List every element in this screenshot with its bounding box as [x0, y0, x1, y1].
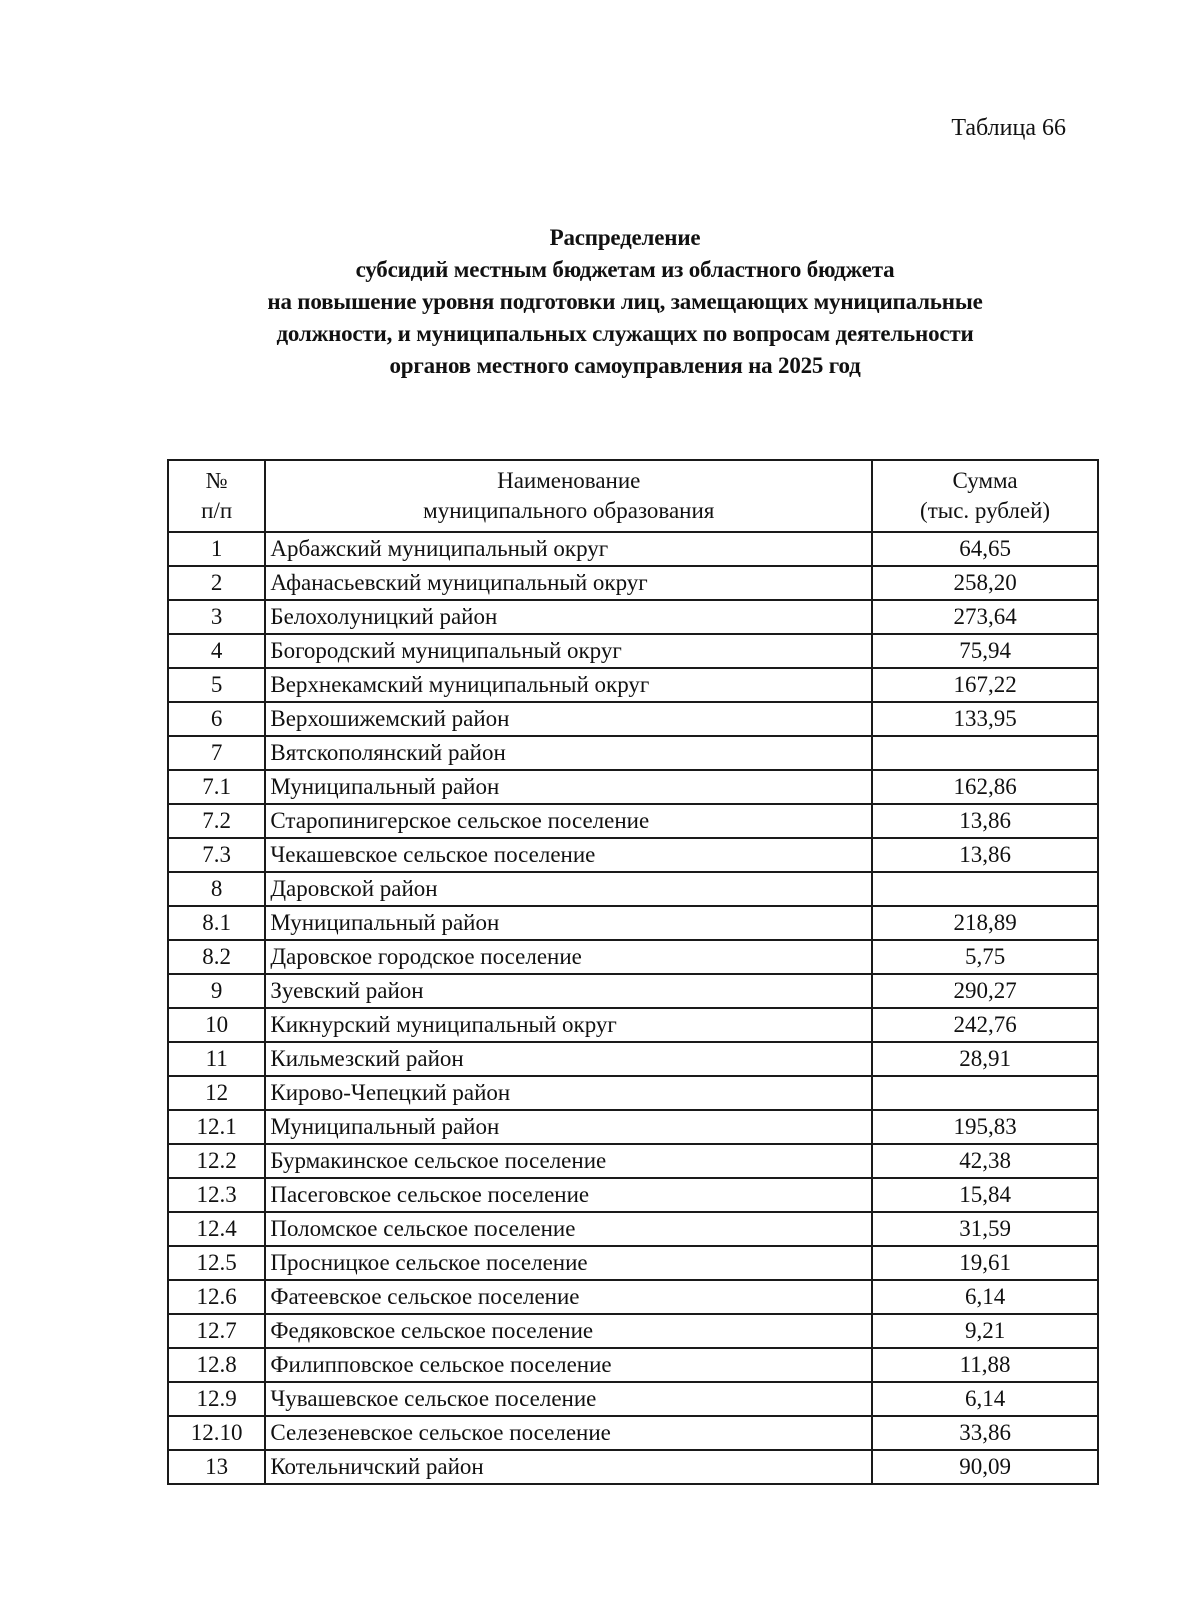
row-number: 12.7 [168, 1314, 265, 1348]
table-row [168, 1280, 1098, 1314]
table-row [168, 532, 1098, 566]
row-name: Белохолуницкий район [265, 600, 872, 634]
row-sum: 64,65 [872, 532, 1098, 566]
title-line: на повышение уровня подготовки лиц, замещающих муниципальные [267, 289, 983, 314]
row-sum [872, 1076, 1098, 1110]
table-row [168, 600, 1098, 634]
row-number: 12.3 [168, 1178, 265, 1212]
row-name: Бурмакинское сельское поселение [265, 1144, 872, 1178]
row-sum: 5,75 [872, 940, 1098, 974]
row-name: Поломское сельское поселение [265, 1212, 872, 1246]
row-sum: 218,89 [872, 906, 1098, 940]
row-sum: 15,84 [872, 1178, 1098, 1212]
header-name-line2: муниципального образования [423, 498, 715, 523]
table-row [168, 1314, 1098, 1348]
row-name: Фатеевское сельское поселение [265, 1280, 872, 1314]
row-number: 1 [168, 532, 265, 566]
table-row [168, 1348, 1098, 1382]
row-sum: 19,61 [872, 1246, 1098, 1280]
table-row [168, 1246, 1098, 1280]
row-number: 3 [168, 600, 265, 634]
table-row [168, 1110, 1098, 1144]
row-number: 5 [168, 668, 265, 702]
row-sum: 42,38 [872, 1144, 1098, 1178]
row-name: Муниципальный район [265, 770, 872, 804]
document-title [160, 222, 1090, 382]
row-sum: 290,27 [872, 974, 1098, 1008]
row-number: 8.2 [168, 940, 265, 974]
row-sum [872, 872, 1098, 906]
table-row [168, 1178, 1098, 1212]
row-sum: 242,76 [872, 1008, 1098, 1042]
row-name: Кирово-Чепецкий район [265, 1076, 872, 1110]
row-name: Верхнекамский муниципальный округ [265, 668, 872, 702]
row-sum: 195,83 [872, 1110, 1098, 1144]
header-name [265, 460, 872, 532]
row-number: 13 [168, 1450, 265, 1484]
row-number: 8.1 [168, 906, 265, 940]
table-row [168, 736, 1098, 770]
header-number-line2: п/п [201, 498, 233, 523]
row-name: Даровское городское поселение [265, 940, 872, 974]
row-name: Старопинигерское сельское поселение [265, 804, 872, 838]
table-row [168, 566, 1098, 600]
row-number: 10 [168, 1008, 265, 1042]
row-name: Муниципальный район [265, 906, 872, 940]
header-name-line1: Наименование [497, 468, 641, 493]
row-number: 12.4 [168, 1212, 265, 1246]
row-name: Пасеговское сельское поселение [265, 1178, 872, 1212]
row-sum: 13,86 [872, 838, 1098, 872]
row-number: 7 [168, 736, 265, 770]
row-number: 7.1 [168, 770, 265, 804]
table-body [168, 532, 1098, 1484]
row-number: 2 [168, 566, 265, 600]
row-number: 4 [168, 634, 265, 668]
row-number: 12 [168, 1076, 265, 1110]
table-row [168, 906, 1098, 940]
table-row [168, 1008, 1098, 1042]
row-number: 12.9 [168, 1382, 265, 1416]
row-number: 12.6 [168, 1280, 265, 1314]
row-name: Даровской район [265, 872, 872, 906]
header-sum-line1: Сумма [952, 468, 1018, 493]
row-name: Арбажский муниципальный округ [265, 532, 872, 566]
row-sum: 28,91 [872, 1042, 1098, 1076]
row-sum: 6,14 [872, 1382, 1098, 1416]
table-row [168, 1382, 1098, 1416]
row-sum: 11,88 [872, 1348, 1098, 1382]
row-number: 9 [168, 974, 265, 1008]
row-name: Муниципальный район [265, 1110, 872, 1144]
table-row [168, 668, 1098, 702]
row-sum: 162,86 [872, 770, 1098, 804]
header-number [168, 460, 265, 532]
row-name: Кильмезский район [265, 1042, 872, 1076]
table-row [168, 974, 1098, 1008]
row-name: Котельничский район [265, 1450, 872, 1484]
row-name: Филипповское сельское поселение [265, 1348, 872, 1382]
header-sum-line2: (тыс. рублей) [920, 498, 1051, 523]
table-number-label: Таблица 66 [951, 115, 1066, 141]
row-sum: 6,14 [872, 1280, 1098, 1314]
title-line: должности, и муниципальных служащих по вопросам деятельности [276, 321, 974, 346]
row-number: 12.10 [168, 1416, 265, 1450]
row-sum: 33,86 [872, 1416, 1098, 1450]
header-sum [872, 460, 1098, 532]
table-row [168, 1212, 1098, 1246]
table-row [168, 1144, 1098, 1178]
row-number: 7.3 [168, 838, 265, 872]
row-sum: 31,59 [872, 1212, 1098, 1246]
row-name: Афанасьевский муниципальный округ [265, 566, 872, 600]
table-row [168, 702, 1098, 736]
row-name: Чекашевское сельское поселение [265, 838, 872, 872]
table-row [168, 872, 1098, 906]
row-sum: 273,64 [872, 600, 1098, 634]
table-row [168, 1076, 1098, 1110]
table-row [168, 838, 1098, 872]
row-name: Верхошижемский район [265, 702, 872, 736]
row-name: Чувашевское сельское поселение [265, 1382, 872, 1416]
row-name: Богородский муниципальный округ [265, 634, 872, 668]
table-header-row [168, 460, 1098, 532]
row-number: 12.8 [168, 1348, 265, 1382]
row-name: Просницкое сельское поселение [265, 1246, 872, 1280]
row-number: 6 [168, 702, 265, 736]
row-name: Федяковское сельское поселение [265, 1314, 872, 1348]
header-number-line1: № [205, 468, 228, 493]
table-row [168, 804, 1098, 838]
row-number: 12.5 [168, 1246, 265, 1280]
row-name: Кикнурский муниципальный округ [265, 1008, 872, 1042]
table-row [168, 770, 1098, 804]
row-name: Вятскополянский район [265, 736, 872, 770]
title-line: органов местного самоуправления на 2025 год [389, 353, 861, 378]
row-sum: 133,95 [872, 702, 1098, 736]
row-number: 7.2 [168, 804, 265, 838]
row-sum: 258,20 [872, 566, 1098, 600]
row-number: 12.2 [168, 1144, 265, 1178]
row-name: Зуевский район [265, 974, 872, 1008]
table-row [168, 940, 1098, 974]
row-number: 11 [168, 1042, 265, 1076]
row-sum: 90,09 [872, 1450, 1098, 1484]
table-row [168, 1450, 1098, 1484]
row-sum: 13,86 [872, 804, 1098, 838]
row-sum: 9,21 [872, 1314, 1098, 1348]
row-number: 8 [168, 872, 265, 906]
title-line: Распределение [549, 225, 701, 250]
row-sum: 75,94 [872, 634, 1098, 668]
title-line: субсидий местным бюджетам из областного бюджета [355, 257, 895, 282]
row-sum: 167,22 [872, 668, 1098, 702]
table-row [168, 1042, 1098, 1076]
row-sum [872, 736, 1098, 770]
table-row [168, 634, 1098, 668]
row-number: 12.1 [168, 1110, 265, 1144]
row-name: Селезеневское сельское поселение [265, 1416, 872, 1450]
table-row [168, 1416, 1098, 1450]
subsidy-distribution-table [167, 459, 1099, 1485]
